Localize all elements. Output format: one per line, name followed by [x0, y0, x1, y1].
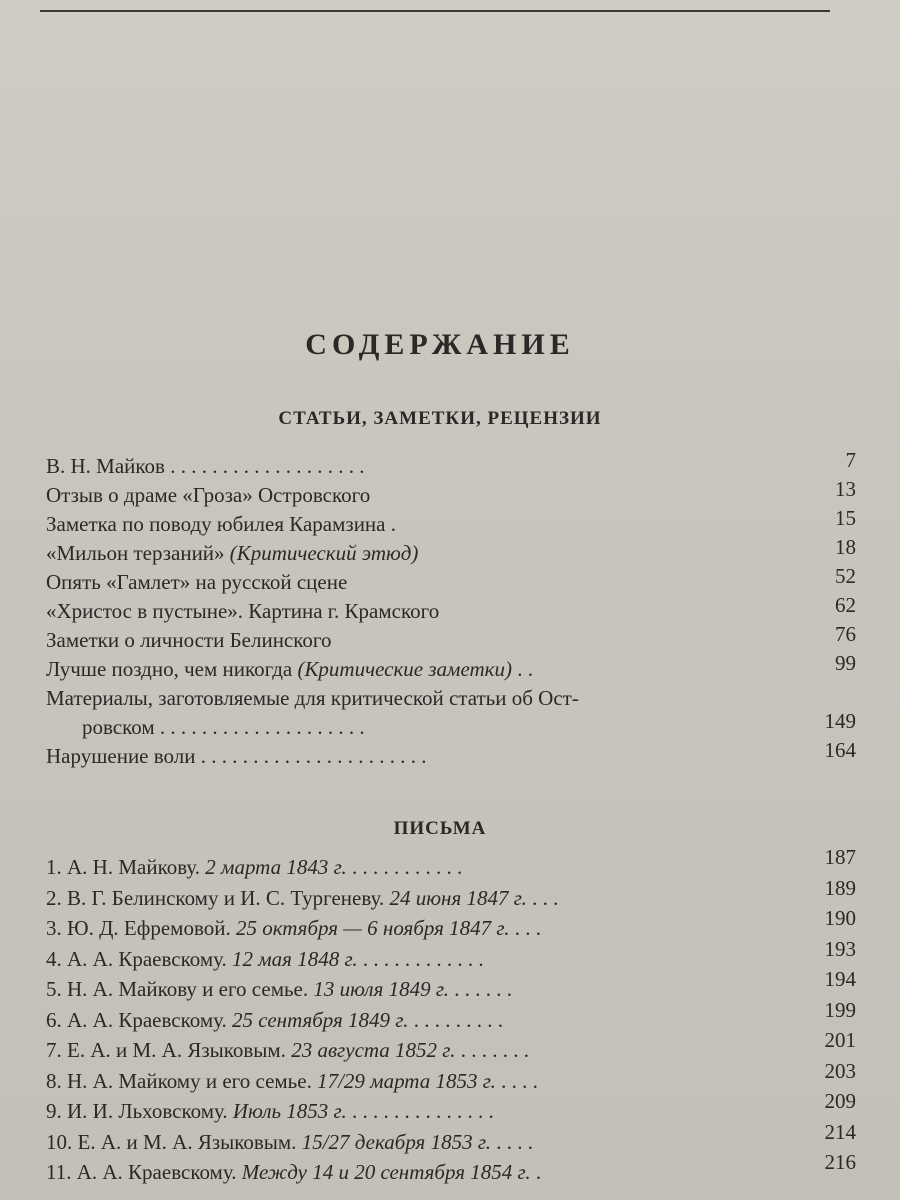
- toc-entry: [46, 1058, 856, 1097]
- toc-entry-title: 11. А. А. Краевскому.: [46, 1160, 237, 1184]
- leader-dots: . . . . . . . . .: [413, 1007, 503, 1032]
- toc-entry: [46, 875, 856, 914]
- toc-letters: [46, 845, 856, 1188]
- toc-entry-line: [46, 883, 558, 914]
- section-title-articles: СТАТЬИ, ЗАМЕТКИ, РЕЦЕНЗИИ: [278, 408, 602, 429]
- toc-entry-line: [46, 1005, 503, 1036]
- toc-page-number: 187: [824, 845, 856, 869]
- leader-dots: . . . .: [501, 1068, 538, 1093]
- leader-dots: . . . .: [496, 1129, 533, 1154]
- toc-page-number: 18: [835, 535, 856, 559]
- toc-entry-line: [46, 655, 533, 684]
- toc-entry: [46, 1150, 856, 1188]
- toc-entry-line: [46, 452, 364, 481]
- toc-page-number: 193: [824, 936, 856, 961]
- toc-entry: [46, 651, 856, 684]
- toc-entry-note: 25 сентября 1849 г.: [232, 1007, 409, 1032]
- toc-entry-title: 1. А. Н. Майкову.: [46, 855, 201, 879]
- toc-entry-line: [46, 974, 512, 1005]
- toc-page-number: 62: [835, 593, 856, 617]
- toc-page-number: 214: [824, 1119, 856, 1144]
- toc-entry-note: 13 июля 1849 г.: [313, 977, 450, 1001]
- toc-entry-title: «Мильон терзаний»: [46, 541, 225, 565]
- toc-entry-title: 2. В. Г. Белинскому и И. С. Тургеневу.: [46, 885, 385, 910]
- leader-dots: .: [390, 512, 396, 536]
- toc-entry-note: 15/27 декабря 1853 г.: [301, 1129, 491, 1154]
- toc-entry-title-cont: [82, 713, 365, 742]
- leader-dots: . . . . . . . . . . . . . . . . . . .: [170, 454, 365, 478]
- toc-page-number: 13: [835, 477, 856, 501]
- toc-entry-line: [46, 568, 347, 597]
- leader-dots: . . . . . . . . . . . .: [362, 946, 484, 971]
- toc-entry-title: Лучше поздно, чем никогда: [46, 657, 293, 681]
- toc-page-number: 52: [835, 564, 856, 588]
- toc-entry: [46, 997, 856, 1036]
- toc-entry: [46, 1119, 856, 1158]
- toc-entry-title: 4. А. А. Краевскому.: [46, 946, 227, 971]
- toc-entry-line: [46, 1066, 538, 1097]
- toc-entry-note: Июль 1853 г.: [232, 1099, 347, 1123]
- toc-page-number: 164: [824, 738, 856, 762]
- page-title: СОДЕРЖАНИЕ: [305, 328, 575, 361]
- toc-entry-title: 6. А. А. Краевскому.: [46, 1007, 227, 1032]
- toc-entry: [46, 936, 856, 975]
- toc-entry-note: 12 мая 1848 г.: [232, 946, 358, 971]
- toc-entry-title: 10. Е. А. и М. А. Языковым.: [46, 1129, 297, 1154]
- toc-entry-title: Заметка по поводу юбилея Карамзина: [46, 512, 386, 536]
- toc-entry-title: 3. Ю. Д. Ефремовой.: [46, 916, 231, 940]
- leader-dots: . . .: [532, 885, 559, 910]
- toc-entry-note: 17/29 марта 1853 г.: [317, 1068, 496, 1093]
- toc-entry: [46, 845, 856, 883]
- leader-dots: . . . . . . . . . . .: [352, 855, 463, 879]
- toc-entry-title: 7. Е. А. и М. А. Языковым.: [46, 1038, 286, 1062]
- toc-entry-title: Опять «Гамлет» на русской сцене: [46, 570, 348, 594]
- toc-entry-note: 2 марта 1843 г.: [205, 855, 347, 879]
- toc-entry-line: [46, 626, 331, 655]
- leader-dots: . . . . . . . . . . . . . .: [351, 1099, 494, 1123]
- toc-entry-line: [46, 1035, 529, 1066]
- leader-dots: . . . . . . . . . . . . . . . . . . . .: [159, 715, 365, 739]
- toc-articles: [46, 448, 856, 771]
- toc-page-number: 216: [824, 1150, 856, 1174]
- section-title-letters: ПИСЬМА: [393, 818, 487, 839]
- toc-entry-line: [46, 597, 439, 626]
- top-rule: [40, 0, 830, 12]
- toc-entry-line: [46, 481, 370, 510]
- toc-entry-title: 8. Н. А. Майкому и его семье.: [46, 1068, 312, 1093]
- toc-entry-title-line2: ровском: [82, 715, 155, 739]
- toc-page-number: 76: [835, 622, 856, 646]
- toc-page-number: 15: [835, 506, 856, 530]
- toc-entry-line: [46, 1127, 533, 1158]
- toc-entry: [46, 535, 856, 568]
- toc-entry-line: [46, 1096, 494, 1127]
- toc-page-number: 7: [845, 448, 856, 472]
- toc-entry-note: 23 августа 1852 г.: [291, 1038, 456, 1062]
- toc-page-number: 190: [824, 906, 856, 930]
- toc-entry-note: (Критические заметки): [297, 657, 512, 681]
- toc-entry: [46, 967, 856, 1005]
- toc-page-number: 199: [824, 997, 856, 1022]
- toc-page-number: 189: [824, 875, 856, 900]
- toc-entry-note: Между 14 и 20 сентября 1854 г.: [241, 1160, 531, 1184]
- toc-page-number: 99: [835, 651, 856, 675]
- leader-dots: . . . . . .: [454, 977, 513, 1001]
- leader-dots: . . . . . . .: [460, 1038, 529, 1062]
- toc-page-number: 201: [824, 1028, 856, 1052]
- toc-entry: [46, 506, 856, 539]
- toc-entry: [46, 593, 856, 626]
- toc-entry: [46, 1028, 856, 1066]
- toc-page-number: 209: [824, 1089, 856, 1113]
- toc-entry-title: Нарушение воли: [46, 744, 196, 768]
- toc-entry: [46, 906, 856, 944]
- toc-entry-line: [46, 944, 484, 975]
- toc-entry-note: 24 июня 1847 г.: [389, 885, 527, 910]
- toc-entry-line: [46, 742, 426, 771]
- toc-entry: [46, 448, 856, 481]
- toc-entry-title: Заметки о личности Белинского: [46, 628, 332, 652]
- leader-dots: . . .: [514, 916, 542, 940]
- toc-entry-note: (Критический этюд): [229, 541, 419, 565]
- toc-entry-title: 9. И. И. Льховскому.: [46, 1099, 228, 1123]
- leader-dots: . .: [517, 657, 533, 681]
- toc-entry: [46, 1089, 856, 1127]
- toc-entry-line: [46, 1157, 541, 1188]
- toc-page-number: 149: [824, 709, 856, 733]
- toc-entry-title: Отзыв о драме «Гроза» Островского: [46, 483, 371, 507]
- toc-entry-line: [46, 852, 462, 883]
- toc-entry: [46, 622, 856, 655]
- toc-entry: [46, 684, 856, 742]
- leader-dots: . . . . . . . . . . . . . . . . . . . . . .: [200, 744, 427, 768]
- toc-entry-line: [46, 510, 396, 539]
- leader-dots: .: [535, 1160, 542, 1184]
- toc-entry-title: В. Н. Майков: [46, 454, 165, 478]
- toc-entry: [46, 477, 856, 510]
- toc-entry-line: [46, 539, 418, 568]
- toc-page-number: 194: [824, 967, 856, 991]
- toc-page-number: 203: [824, 1058, 856, 1083]
- toc-entry: [46, 738, 856, 771]
- toc-entry-title: 5. Н. А. Майкову и его семье.: [46, 977, 309, 1001]
- toc-entry-title: Материалы, заготовляемые для критической статьи об Ост-: [46, 686, 579, 710]
- toc-entry: [46, 564, 856, 597]
- toc-entry-note: 25 октября — 6 ноября 1847 г.: [235, 916, 510, 940]
- toc-entry-title: «Христос в пустыне». Картина г. Крамского: [46, 599, 440, 623]
- toc-entry-line: [46, 913, 541, 944]
